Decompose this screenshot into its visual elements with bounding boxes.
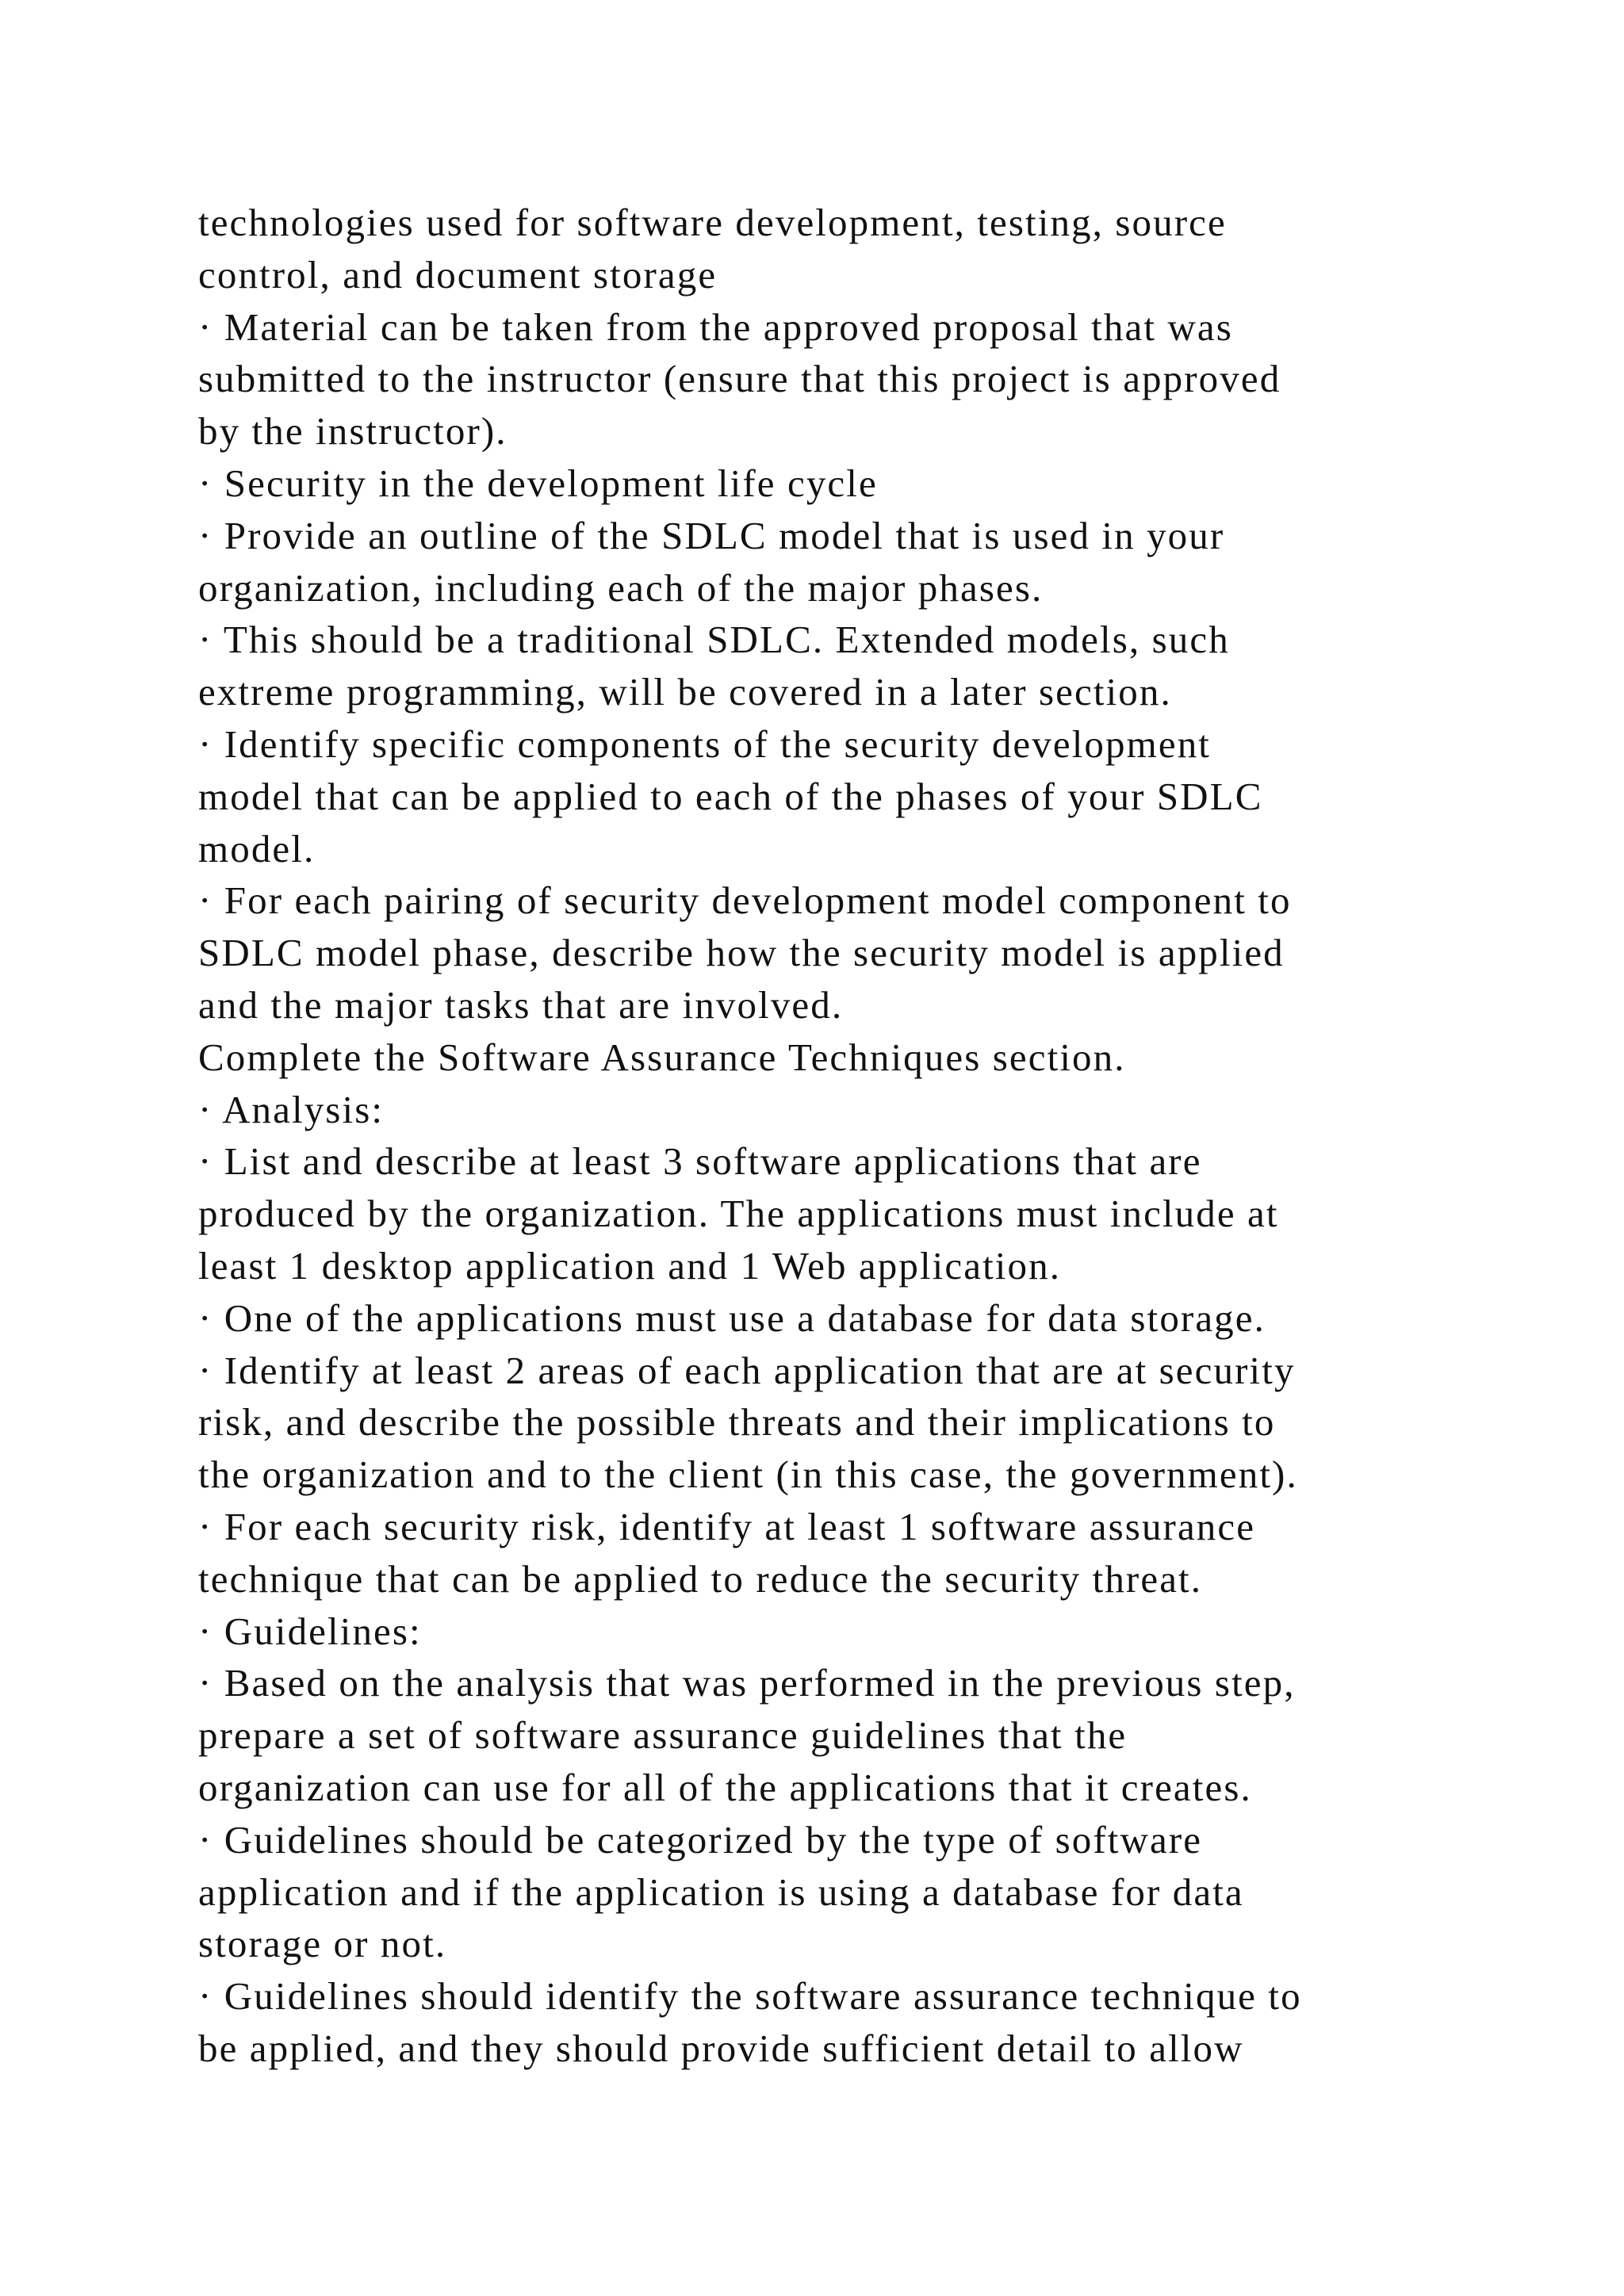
text-line: · Based on the analysis that was performed in the previous step, bbox=[198, 1661, 1296, 1705]
text-line: model. bbox=[198, 826, 316, 871]
text-line: · Guidelines should identify the software assurance technique to bbox=[198, 1974, 1302, 2019]
text-line: technologies used for software development, testing, source bbox=[198, 201, 1227, 244]
text-line: extreme programming, will be covered in a later section. bbox=[198, 670, 1172, 714]
text-line: organization can use for all of the applications that it creates. bbox=[198, 1765, 1252, 1809]
text-line: · Analysis: bbox=[198, 1087, 385, 1131]
text-line: be applied, and they should provide sufficient detail to allow bbox=[198, 2026, 1244, 2070]
text-line: · Guidelines should be categorized by the type of software bbox=[198, 1817, 1203, 1862]
text-line: produced by the organization. The applications must include at bbox=[198, 1192, 1279, 1236]
text-line: technique that can be applied to reduce the security threat. bbox=[198, 1556, 1203, 1601]
text-line: · List and describe at least 3 software applications that are bbox=[198, 1139, 1202, 1184]
section-heading: Complete the Software Assurance Techniques section. bbox=[198, 1035, 1126, 1079]
text-line: application and if the application is using a database for data bbox=[198, 1869, 1244, 1914]
text-line: · Guidelines: bbox=[198, 1609, 422, 1653]
text-line: · For each pairing of security development model component to bbox=[198, 878, 1292, 923]
text-line: · Identify specific components of the security development bbox=[198, 721, 1212, 766]
text-line: and the major tasks that are involved. bbox=[198, 982, 844, 1027]
text-line: organization, including each of the major phases. bbox=[198, 565, 1044, 610]
text-line: the organization and to the client (in this case, the government). bbox=[198, 1452, 1298, 1497]
text-line: · For each security risk, identify at least 1 software assurance bbox=[198, 1504, 1256, 1548]
text-line: submitted to the instructor (ensure that this project is approved bbox=[198, 357, 1281, 401]
text-line: by the instructor). bbox=[198, 409, 508, 453]
text-line: storage or not. bbox=[198, 1922, 447, 1966]
text-line: control, and document storage bbox=[198, 252, 718, 297]
document-body bbox=[198, 197, 1507, 2075]
text-line: · Security in the development life cycle bbox=[198, 461, 878, 505]
text-line: SDLC model phase, describe how the security model is applied bbox=[198, 931, 1285, 975]
text-line: least 1 desktop application and 1 Web application. bbox=[198, 1243, 1062, 1288]
text-line: · Provide an outline of the SDLC model that is used in your bbox=[198, 513, 1225, 557]
text-line: · Material can be taken from the approved proposal that was bbox=[198, 304, 1233, 349]
text-line: risk, and describe the possible threats and their implications to bbox=[198, 1400, 1276, 1445]
text-line: prepare a set of software assurance guidelines that the bbox=[198, 1713, 1128, 1758]
text-line: model that can be applied to each of the phases of your SDLC bbox=[198, 774, 1263, 818]
text-line: · Identify at least 2 areas of each application that are at security bbox=[198, 1348, 1296, 1392]
text-line: · This should be a traditional SDLC. Extended models, such bbox=[198, 618, 1230, 662]
text-line: · One of the applications must use a database for data storage. bbox=[198, 1295, 1266, 1340]
